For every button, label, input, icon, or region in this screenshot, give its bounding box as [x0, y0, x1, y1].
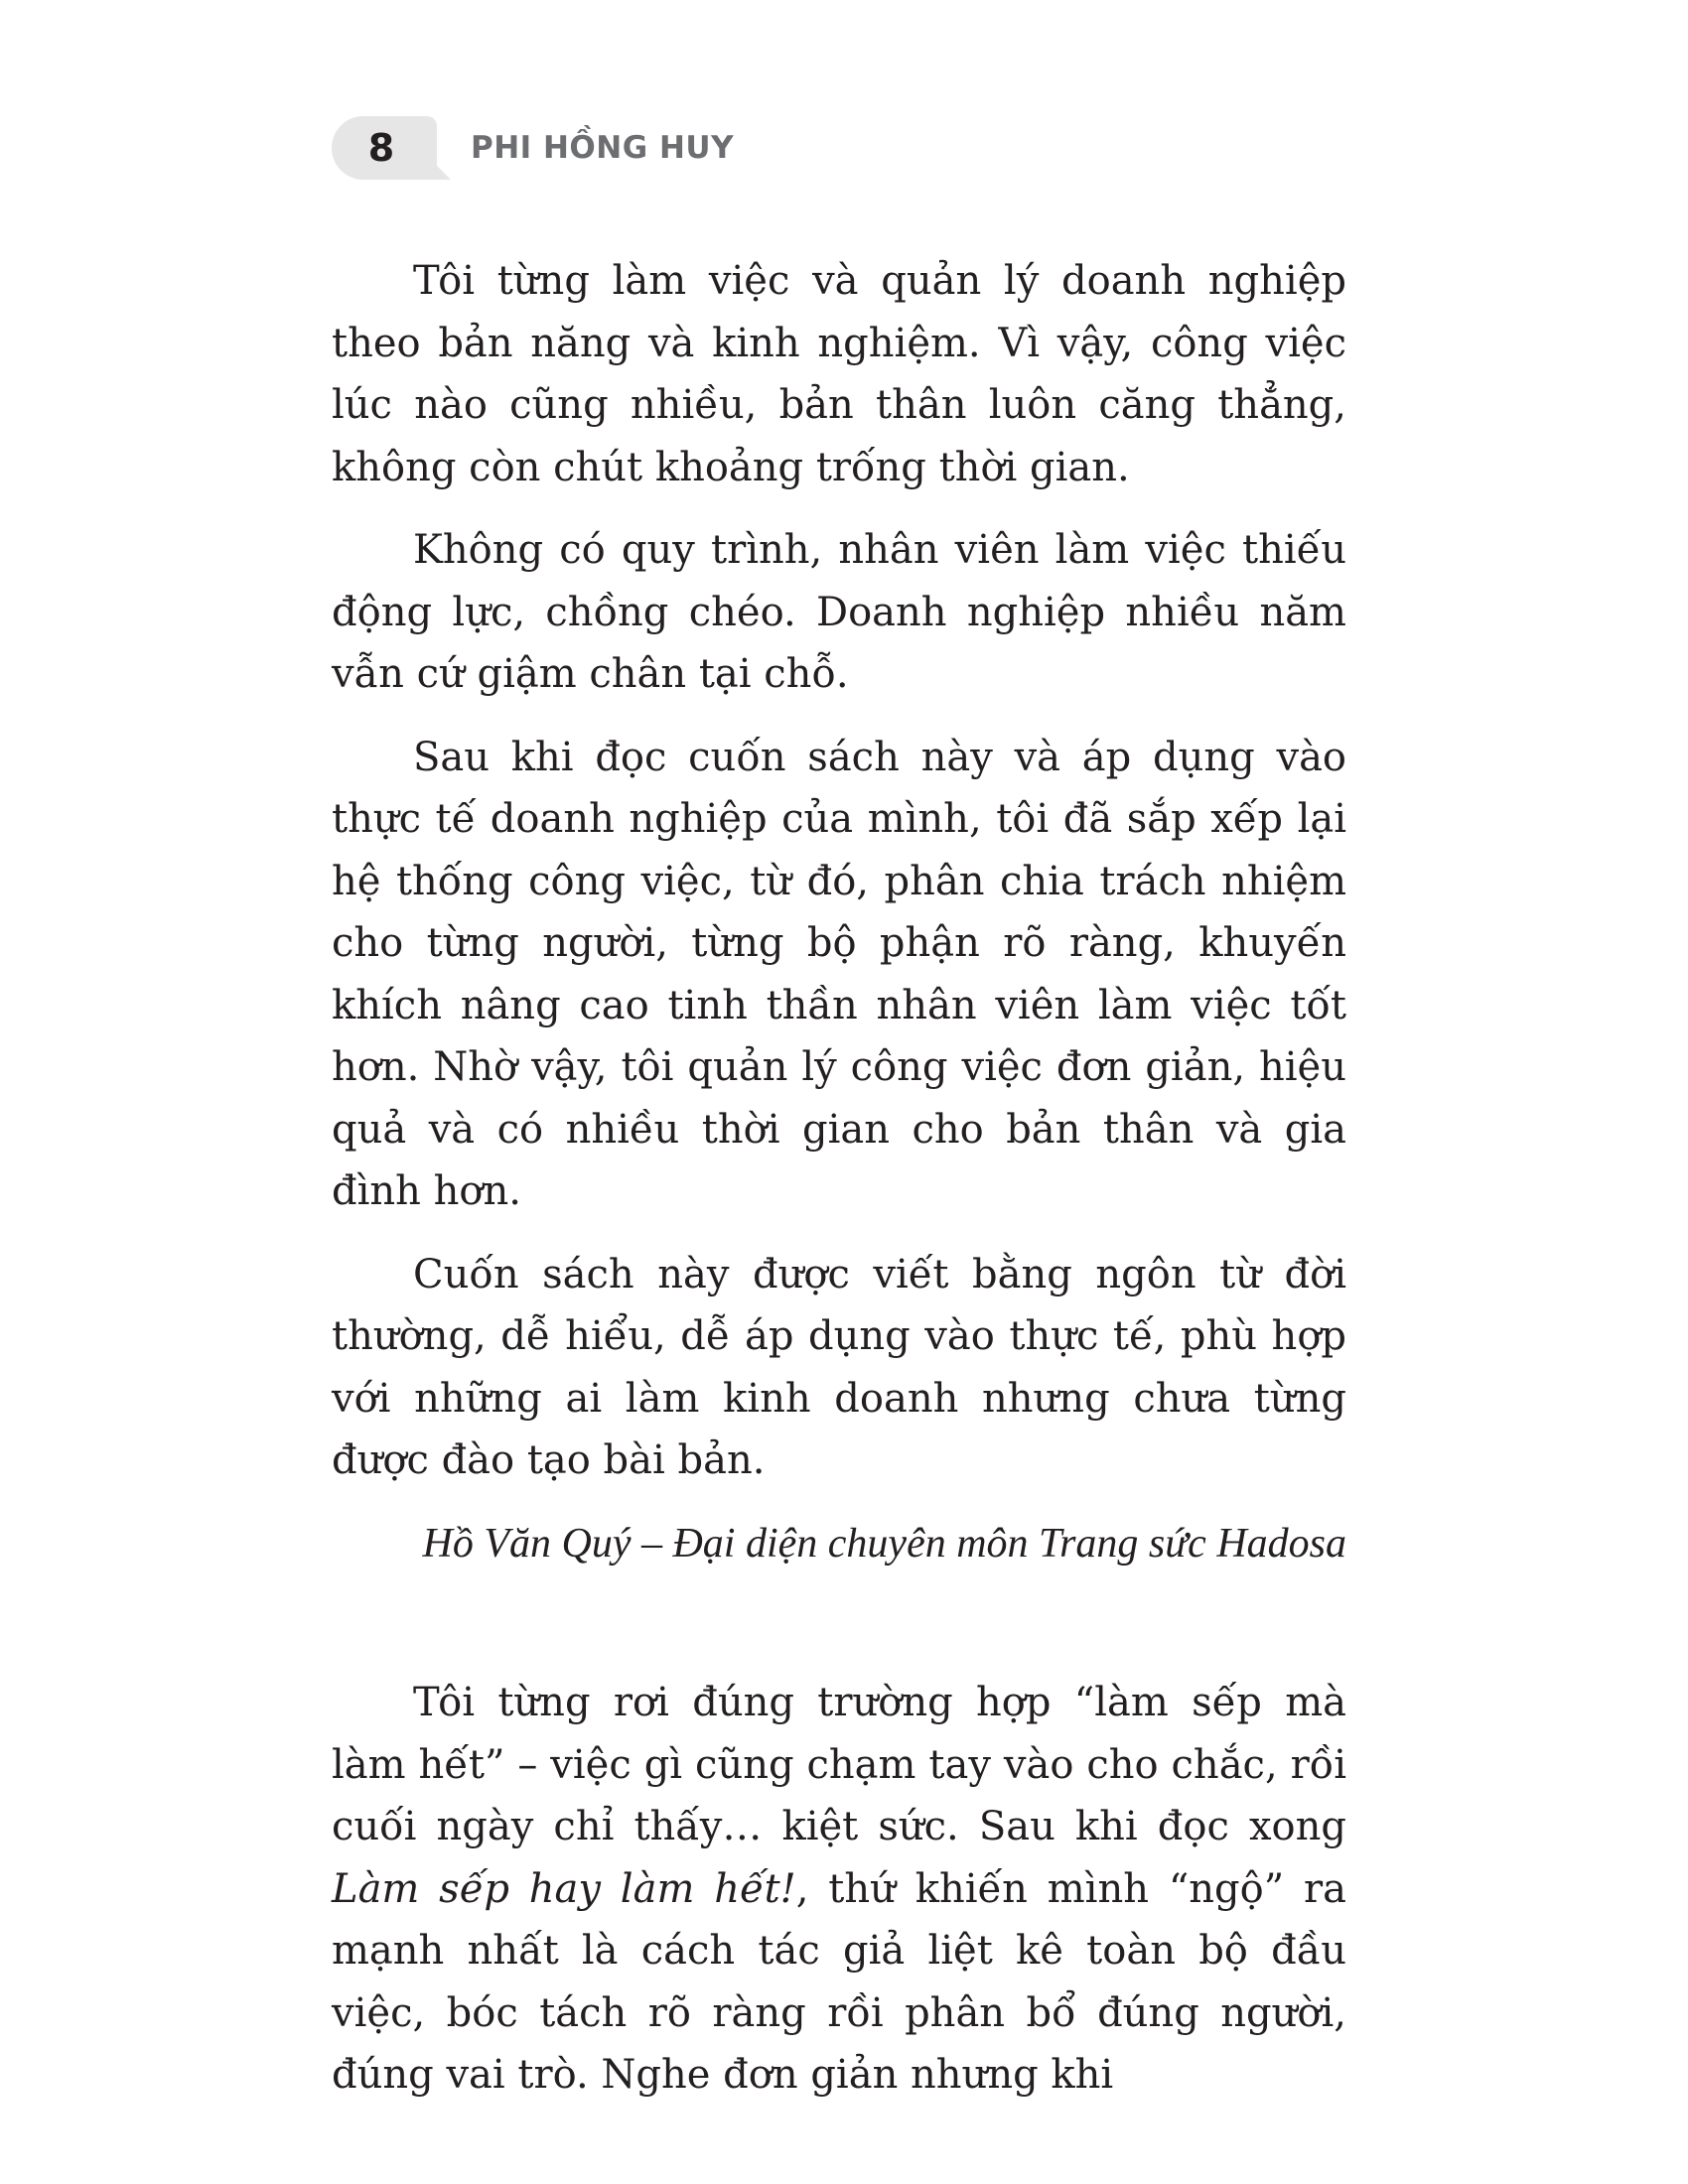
testimonial-2-paragraph [332, 1672, 1346, 2107]
testimonial-1-signature: Hồ Văn Quý – Đại diện chuyên môn Trang sức Hadosa [422, 1520, 1346, 1567]
testimonial-2-text-end: , thứ khiến mình “ngộ” ra mạnh nhất là cách tác giả liệt kê toàn bộ đầu việc, bóc tách rõ ràng rồi phân bổ đúng người, đúng vai trò. Nghe đơn giản nhưng khi [332, 1865, 1346, 2098]
page-body [332, 250, 1346, 2127]
section-gap [332, 1574, 1346, 1672]
page-number-tab [332, 116, 437, 180]
running-head-author: PHI HỒNG HUY [471, 130, 735, 166]
testimonial-1-paragraph: Không có quy trình, nhân viên làm việc thiếu động lực, chồng chéo. Doanh nghiệp nhiều năm vẫn cứ giậm chân tại chỗ. [332, 527, 1346, 697]
testimonial-2-text-start: Tôi từng rơi đúng trường hợp “làm sếp mà làm hết” – việc gì cũng chạm tay vào cho chắc, rồi cuối ngày chỉ thấy… kiệt sức. Sau khi đọc xong [332, 1680, 1346, 1849]
testimonial-1-paragraph: Cuốn sách này được viết bằng ngôn từ đời thường, dễ hiểu, dễ áp dụng vào thực tế, phù hợp với những ai làm kinh doanh nhưng chưa từng được đào tạo bài bản. [332, 1251, 1346, 1483]
testimonial-1-paragraph: Tôi từng làm việc và quản lý doanh nghiệp theo bản năng và kinh nghiệm. Vì vậy, công việc lúc nào cũng nhiều, bản thân luôn căng thẳng, không còn chút khoảng trống thời gian. [332, 258, 1346, 490]
page-number: 8 [367, 126, 395, 170]
page-header [332, 115, 734, 181]
book-title: Làm sếp hay làm hết! [332, 1865, 796, 1912]
testimonial-1-paragraph: Sau khi đọc cuốn sách này và áp dụng vào thực tế doanh nghiệp của mình, tôi đã sắp xếp lại hệ thống công việc, từ đó, phân chia trách nhiệm cho từng người, từng bộ phận rõ ràng, khuyến khích nâng cao tinh thần nhân viên làm việc tốt hơn. Nhờ vậy, tôi quản lý công việc đơn giản, hiệu quả và có nhiều thời gian cho bản thân và gia đình hơn. [332, 734, 1346, 1214]
